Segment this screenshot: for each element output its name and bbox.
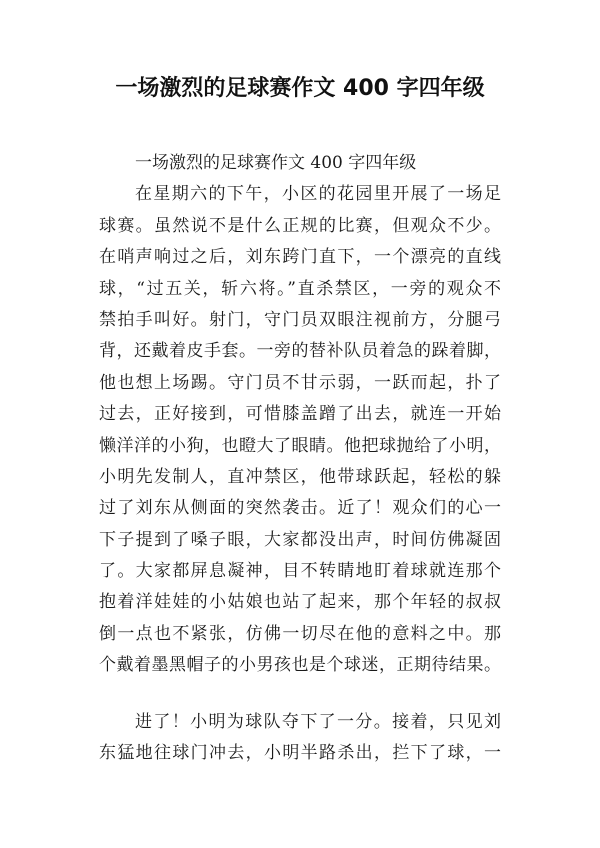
- text-line: 禁拍手叫好。射门，守门员双眼注视前方，分腿弓: [99, 309, 501, 330]
- text-line: 过去，正好接到，可惜膝盖蹭了出去，就连一开始: [99, 404, 501, 425]
- text-line: 倒一点也不紧张，仿佛一切尽在他的意料之中。那: [99, 623, 501, 644]
- text-line: 过了刘东从侧面的突然袭击。近了！观众们的心一: [99, 498, 501, 519]
- text-line: 东猛地往球门冲去，小明半路杀出，拦下了球，一: [99, 743, 501, 764]
- text-line: 一场激烈的足球赛作文 400 字四年级: [135, 153, 417, 173]
- text-line: 他也想上场踢。守门员不甘示弱，一跃而起，扑了: [99, 372, 501, 393]
- text-line: 在哨声响过之后，刘东跨门直下，一个漂亮的直线: [99, 247, 501, 268]
- paragraph-1: [99, 148, 501, 682]
- text-line: 进了！小明为球队夺下了一分。接着，只见刘: [135, 712, 501, 732]
- document-title: 一场激烈的足球赛作文 400 字四年级: [115, 76, 485, 101]
- text-line: 小明先发制人，直冲禁区，他带球跃起，轻松的躲: [99, 466, 501, 487]
- text-line: 球，“过五关，斩六将。”直杀禁区，一旁的观众不: [99, 278, 501, 299]
- text-line: 背，还戴着皮手套。一旁的替补队员着急的跺着脚，: [99, 341, 501, 362]
- text-line: 下子提到了嗓子眼，大家都没出声，时间仿佛凝固: [99, 529, 501, 550]
- text-line: 球赛。虽然说不是什么正规的比赛，但观众不少。: [99, 215, 501, 236]
- text-line: 个戴着墨黑帽子的小男孩也是个球迷，正期待结果。: [99, 655, 501, 676]
- text-line: 懒洋洋的小狗，也瞪大了眼睛。他把球抛给了小明，: [99, 435, 501, 456]
- paragraph-2: [99, 707, 501, 770]
- text-line: 了。大家都屏息凝神，目不转睛地盯着球就连那个: [99, 561, 501, 582]
- text-line: 抱着洋娃娃的小姑娘也站了起来，那个年轻的叔叔: [99, 592, 501, 613]
- text-line: 在星期六的下午，小区的花园里开展了一场足: [135, 184, 501, 205]
